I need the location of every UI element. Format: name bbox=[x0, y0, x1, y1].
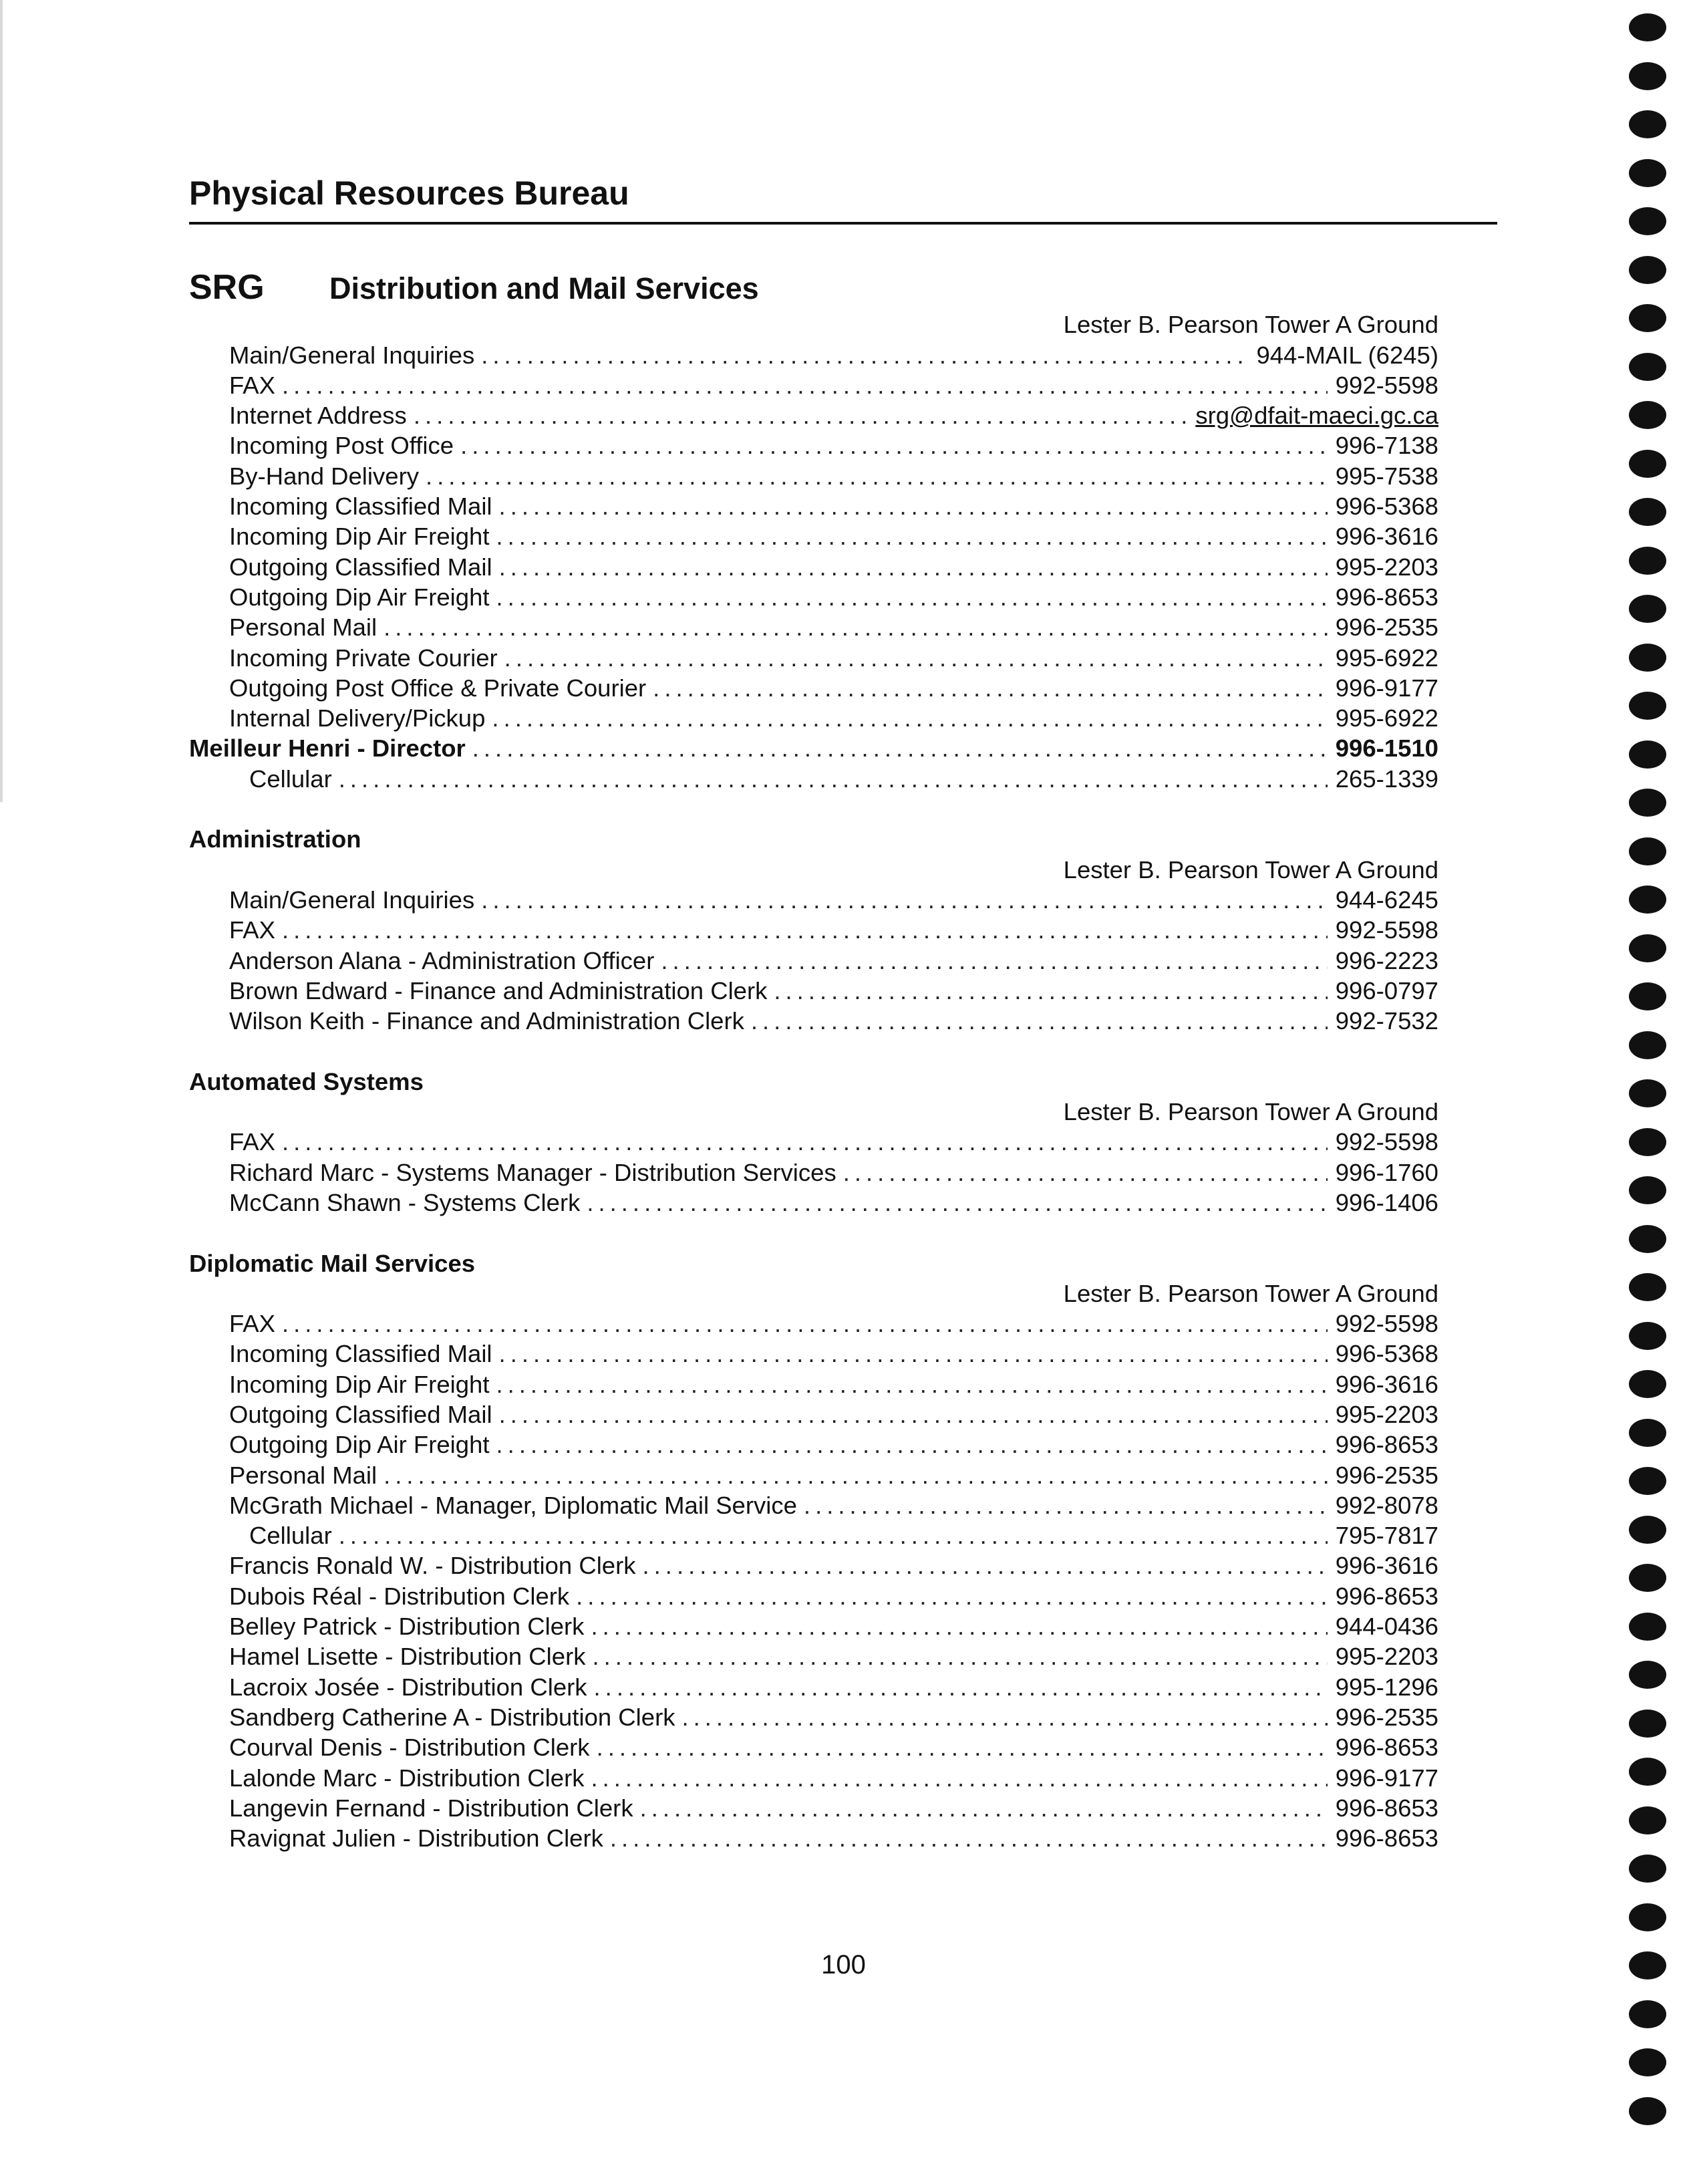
binding-hole bbox=[1629, 256, 1666, 284]
directory-entry: Incoming Dip Air Freight ..... 996-3616 bbox=[189, 521, 1438, 551]
directory-entry: Ravignat Julien - Distribution Clerk ..... 996-8653 bbox=[189, 1823, 1438, 1853]
directory-entry: Wilson Keith - Finance and Administration Clerk ..... 992-7532 bbox=[189, 1006, 1438, 1036]
binding-hole bbox=[1629, 450, 1666, 478]
directory-entry: FAX ..... 992-5598 bbox=[189, 915, 1438, 945]
phone-number: 996-1510 bbox=[1335, 734, 1438, 763]
binding-hole bbox=[1629, 1031, 1666, 1059]
directory-entry: Incoming Classified Mail ..... 996-5368 bbox=[189, 491, 1438, 521]
directory-entry: Personal Mail ..... 996-2535 bbox=[189, 1460, 1438, 1490]
phone-number: 995-2203 bbox=[1335, 1643, 1438, 1671]
directory-entry: Outgoing Dip Air Freight ..... 996-8653 bbox=[189, 582, 1438, 612]
directory-entry: McCann Shawn - Systems Clerk ..... 996-1406 bbox=[189, 1188, 1438, 1218]
binding-hole bbox=[1629, 1322, 1666, 1350]
binding-hole bbox=[1629, 353, 1666, 381]
phone-number: 992-8078 bbox=[1335, 1491, 1438, 1519]
binding-hole bbox=[1629, 1855, 1666, 1883]
phone-number: 995-6922 bbox=[1335, 644, 1438, 672]
binding-hole bbox=[1629, 885, 1666, 914]
binding-hole bbox=[1629, 1661, 1666, 1689]
directory-entry: Sandberg Catherine A - Distribution Clerk ..... 996-2535 bbox=[189, 1702, 1438, 1732]
binding-hole bbox=[1629, 62, 1666, 90]
phone-number: 996-8653 bbox=[1335, 1431, 1438, 1459]
director-entry: Meilleur Henri - Director ..... 996-1510 bbox=[189, 733, 1438, 763]
binding-hole bbox=[1629, 1951, 1666, 1980]
title-underline bbox=[189, 222, 1497, 225]
phone-number: 996-2535 bbox=[1335, 613, 1438, 642]
directory-entry: Brown Edward - Finance and Administration Clerk ..... 996-0797 bbox=[189, 976, 1438, 1006]
phone-number: 996-8653 bbox=[1335, 1824, 1438, 1853]
directory-entry: Internal Delivery/Pickup ..... 995-6922 bbox=[189, 703, 1438, 733]
phone-number: 996-3616 bbox=[1335, 1370, 1438, 1398]
phone-number: 996-1406 bbox=[1335, 1188, 1438, 1216]
phone-number: 996-8653 bbox=[1335, 583, 1438, 611]
section-title: Distribution and Mail Services bbox=[329, 271, 759, 305]
phone-number: 996-5368 bbox=[1335, 1340, 1438, 1368]
directory-entry: Anderson Alana - Administration Officer ..... 996-2223 bbox=[189, 945, 1438, 975]
phone-number: 996-9177 bbox=[1335, 1764, 1438, 1792]
phone-number: 992-7532 bbox=[1335, 1007, 1438, 1035]
phone-number: 944-MAIL (6245) bbox=[1256, 341, 1438, 369]
phone-number: 996-2535 bbox=[1335, 1461, 1438, 1489]
directory-entry: Incoming Classified Mail ..... 996-5368 bbox=[189, 1339, 1438, 1369]
directory-entry: By-Hand Delivery ..... 995-7538 bbox=[189, 460, 1438, 491]
binding-hole bbox=[1629, 1564, 1666, 1592]
section-heading bbox=[189, 267, 759, 314]
cellular-entry: Cellular ..... 795-7817 bbox=[189, 1520, 1438, 1550]
directory-entry: Internet Address ..... srg@dfait-maeci.gc.ca bbox=[189, 400, 1438, 430]
phone-number: 995-2203 bbox=[1335, 1400, 1438, 1428]
phone-number: 992-5598 bbox=[1335, 371, 1438, 399]
phone-number: 996-0797 bbox=[1335, 976, 1438, 1004]
directory-entry: FAX ..... 992-5598 bbox=[189, 370, 1438, 400]
directory-entry: Outgoing Classified Mail ..... 995-2203 bbox=[189, 1399, 1438, 1429]
phone-number: 265-1339 bbox=[1335, 765, 1438, 793]
binding-hole bbox=[1629, 1370, 1666, 1398]
directory-entry: Main/General Inquiries ..... 944-MAIL (6245) bbox=[189, 339, 1438, 370]
phone-number: 996-2223 bbox=[1335, 946, 1438, 974]
phone-number: 992-5598 bbox=[1335, 916, 1438, 944]
binding-hole bbox=[1629, 1176, 1666, 1204]
subsection-heading: Administration bbox=[189, 825, 361, 853]
directory-entry: FAX ..... 992-5598 bbox=[189, 1127, 1438, 1157]
binding-hole bbox=[1629, 304, 1666, 332]
binding-hole bbox=[1629, 595, 1666, 623]
phone-number: 996-3616 bbox=[1335, 1552, 1438, 1580]
phone-number: 995-7538 bbox=[1335, 462, 1438, 490]
binding-hole bbox=[1629, 1758, 1666, 1786]
subsection-heading: Automated Systems bbox=[189, 1067, 424, 1095]
directory-entry: Courval Denis - Distribution Clerk ..... 996-8653 bbox=[189, 1732, 1438, 1762]
phone-number: 996-3616 bbox=[1335, 523, 1438, 551]
phone-number: 992-5598 bbox=[1335, 1310, 1438, 1338]
binding-hole bbox=[1629, 2000, 1666, 2028]
binding-hole bbox=[1629, 1419, 1666, 1447]
directory-entry: Main/General Inquiries ..... 944-6245 bbox=[189, 885, 1438, 915]
binding-hole bbox=[1629, 934, 1666, 962]
phone-number: 795-7817 bbox=[1335, 1522, 1438, 1550]
phone-number: 944-0436 bbox=[1335, 1613, 1438, 1641]
location-line: Lester B. Pearson Tower A Ground bbox=[1063, 855, 1438, 883]
location-line: Lester B. Pearson Tower A Ground bbox=[1063, 1098, 1438, 1126]
binding-hole bbox=[1629, 1903, 1666, 1931]
phone-number: 996-8653 bbox=[1335, 1582, 1438, 1610]
binding-hole bbox=[1629, 1516, 1666, 1544]
page-number: 100 bbox=[821, 1950, 866, 1980]
binding-hole bbox=[1629, 2048, 1666, 2076]
phone-number: 996-8653 bbox=[1335, 1734, 1438, 1762]
location-line: Lester B. Pearson Tower A Ground bbox=[1063, 311, 1438, 339]
directory-entry: Lalonde Marc - Distribution Clerk ..... 996-9177 bbox=[189, 1762, 1438, 1792]
directory-entry: Personal Mail ..... 996-2535 bbox=[189, 612, 1438, 642]
phone-number: 996-5368 bbox=[1335, 493, 1438, 521]
binding-hole bbox=[1629, 644, 1666, 672]
binding-hole bbox=[1629, 1079, 1666, 1107]
binding-hole bbox=[1629, 740, 1666, 769]
phone-number: 996-9177 bbox=[1335, 674, 1438, 702]
directory-entry: Lacroix Josée - Distribution Clerk ..... 995-1296 bbox=[189, 1671, 1438, 1701]
directory-entry: Langevin Fernand - Distribution Clerk ..... 996-8653 bbox=[189, 1793, 1438, 1823]
binding-hole bbox=[1629, 982, 1666, 1010]
directory-entry: Incoming Dip Air Freight ..... 996-3616 bbox=[189, 1369, 1438, 1399]
spiral-binding-holes bbox=[1629, 13, 1669, 2179]
phone-number: 996-1760 bbox=[1335, 1158, 1438, 1186]
directory-entry: Incoming Post Office ..... 996-7138 bbox=[189, 430, 1438, 460]
directory-entry: Dubois Réal - Distribution Clerk ..... 996-8653 bbox=[189, 1581, 1438, 1611]
binding-hole bbox=[1629, 1806, 1666, 1834]
binding-hole bbox=[1629, 789, 1666, 817]
phone-number: 995-6922 bbox=[1335, 704, 1438, 732]
phone-number: 944-6245 bbox=[1335, 885, 1438, 914]
phone-number: 996-2535 bbox=[1335, 1703, 1438, 1731]
binding-hole bbox=[1629, 1128, 1666, 1156]
binding-hole bbox=[1629, 401, 1666, 429]
bureau-title: Physical Resources Bureau bbox=[189, 174, 629, 212]
phone-number: 995-2203 bbox=[1335, 553, 1438, 581]
binding-hole bbox=[1629, 1225, 1666, 1253]
binding-hole bbox=[1629, 692, 1666, 720]
directory-entry: Outgoing Classified Mail ..... 995-2203 bbox=[189, 551, 1438, 581]
email-link[interactable]: srg@dfait-maeci.gc.ca bbox=[1195, 402, 1438, 430]
directory-listing bbox=[189, 309, 1438, 1853]
directory-entry: FAX ..... 992-5598 bbox=[189, 1309, 1438, 1339]
directory-entry: Hamel Lisette - Distribution Clerk ..... 995-2203 bbox=[189, 1641, 1438, 1671]
binding-hole bbox=[1629, 1467, 1666, 1495]
phone-number: 992-5598 bbox=[1335, 1128, 1438, 1156]
directory-entry: Outgoing Dip Air Freight ..... 996-8653 bbox=[189, 1429, 1438, 1460]
directory-entry: Outgoing Post Office & Private Courier ..... 996-9177 bbox=[189, 673, 1438, 703]
directory-entry: Richard Marc - Systems Manager - Distribution Services ..... 996-1760 bbox=[189, 1157, 1438, 1187]
binding-hole bbox=[1629, 1710, 1666, 1738]
scan-edge-shadow bbox=[0, 0, 3, 802]
binding-hole bbox=[1629, 547, 1666, 575]
binding-hole bbox=[1629, 207, 1666, 235]
directory-entry: Belley Patrick - Distribution Clerk ..... 944-0436 bbox=[189, 1611, 1438, 1641]
binding-hole bbox=[1629, 1273, 1666, 1301]
binding-hole bbox=[1629, 1613, 1666, 1641]
binding-hole bbox=[1629, 498, 1666, 526]
location-line: Lester B. Pearson Tower A Ground bbox=[1063, 1279, 1438, 1307]
cellular-entry: Cellular ..... 265-1339 bbox=[189, 763, 1438, 793]
binding-hole bbox=[1629, 159, 1666, 187]
subsection-heading: Diplomatic Mail Services bbox=[189, 1249, 476, 1277]
binding-hole bbox=[1629, 837, 1666, 865]
section-code: SRG bbox=[189, 268, 265, 307]
directory-entry: Francis Ronald W. - Distribution Clerk ..... 996-3616 bbox=[189, 1550, 1438, 1581]
phone-number: 995-1296 bbox=[1335, 1673, 1438, 1701]
binding-hole bbox=[1629, 2097, 1666, 2125]
directory-entry: Incoming Private Courier ..... 995-6922 bbox=[189, 642, 1438, 672]
binding-hole bbox=[1629, 13, 1666, 41]
directory-entry: McGrath Michael - Manager, Diplomatic Mail Service ..... 992-8078 bbox=[189, 1490, 1438, 1520]
binding-hole bbox=[1629, 110, 1666, 138]
phone-number: 996-7138 bbox=[1335, 432, 1438, 460]
phone-number: 996-8653 bbox=[1335, 1794, 1438, 1822]
